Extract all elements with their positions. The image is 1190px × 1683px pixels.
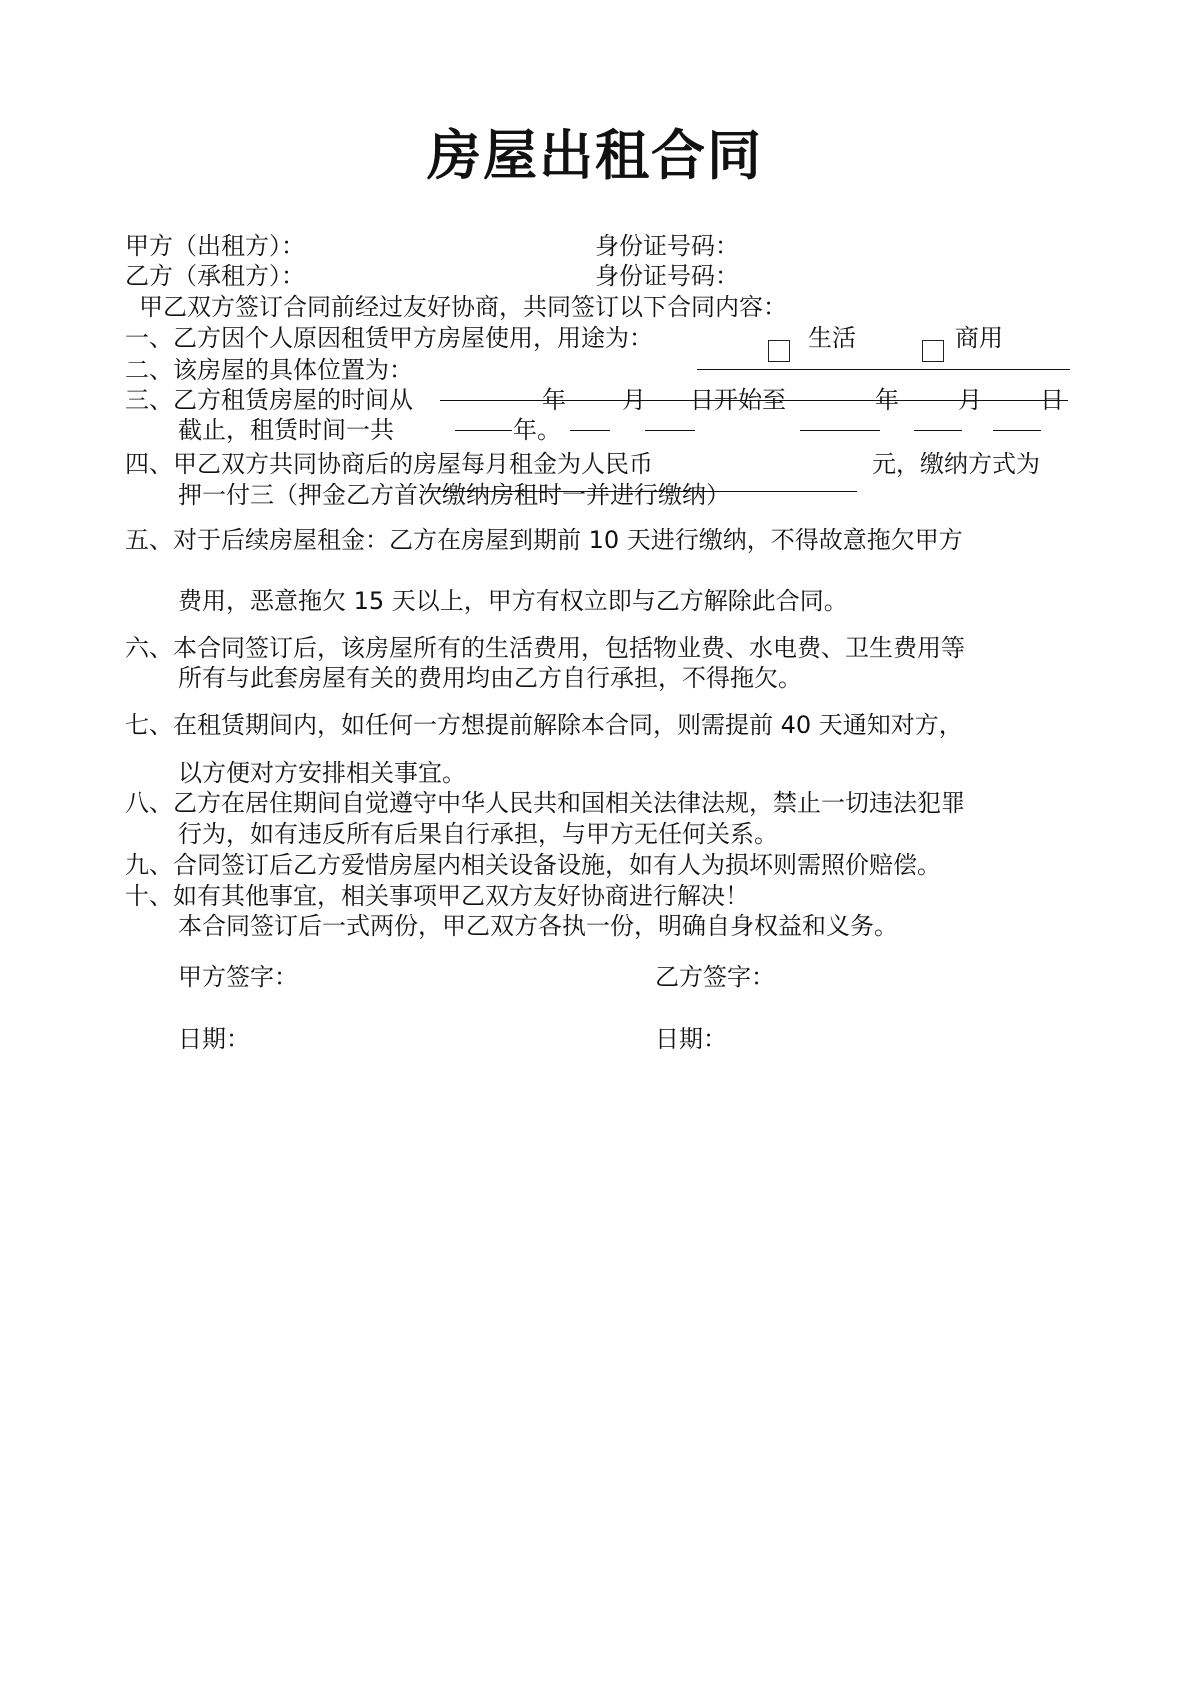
clause-7-line-2: 以方便对方安排相关事宜。 xyxy=(178,759,466,787)
end-month-text: 月 xyxy=(958,386,982,414)
closing-statement: 本合同签订后一式两份，甲乙双方各执一份，明确自身权益和义务。 xyxy=(178,912,898,940)
blank-line-1 xyxy=(570,430,610,431)
party-b-id-label: 身份证号码： xyxy=(595,262,739,290)
blank-line-2 xyxy=(645,430,695,431)
clause-9: 九、合同签订后乙方爱惜房屋内相关设备设施，如有人为损坏则需照价赔偿。 xyxy=(125,851,941,879)
page-title: 房屋出租合同 xyxy=(427,123,763,187)
party-b-label: 乙方（承租方）： xyxy=(125,262,305,290)
end-year-text: 年 xyxy=(875,386,899,414)
party-a-id-label: 身份证号码： xyxy=(595,232,739,260)
clause-3-line-2: 截止，租赁时间一共 xyxy=(178,416,394,444)
clause-3-prefix: 三、乙方租赁房屋的时间从 xyxy=(125,386,413,414)
party-b-date-label: 日期： xyxy=(655,1025,727,1053)
date-strike-line xyxy=(440,400,1068,401)
clause-10: 十、如有其他事宜，相关事项甲乙双方友好协商进行解决！ xyxy=(125,882,749,910)
term-year-text: 年。 xyxy=(513,416,561,444)
clause-5-line-1: 五、对于后续房屋租金：乙方在房屋到期前 10 天进行缴纳，不得故意拖欠甲方 xyxy=(125,526,963,554)
party-a-date-label: 日期： xyxy=(178,1025,250,1053)
deposit-strike-line xyxy=(420,491,857,492)
blank-line-3 xyxy=(800,430,880,431)
party-b-signature-label: 乙方签字： xyxy=(655,963,775,991)
clause-7-line-1: 七、在租赁期间内，如任何一方想提前解除本合同，则需提前 40 天通知对方， xyxy=(125,711,963,739)
clause-8-line-1: 八、乙方在居住期间自觉遵守中华人民共和国相关法律法规，禁止一切违法犯罪 xyxy=(125,789,965,817)
clause-1: 一、乙方因个人原因租赁甲方房屋使用，用途为： xyxy=(125,324,653,352)
purpose-commercial-checkbox[interactable] xyxy=(922,340,944,362)
blank-line-4 xyxy=(914,430,962,431)
blank-line-5 xyxy=(993,430,1041,431)
intro-text: 甲乙双方签订合同前经过友好协商，共同签订以下合同内容： xyxy=(139,293,787,321)
clause-4-line-2: 押一付三（押金乙方首次缴纳房租时一并进行缴纳） xyxy=(178,481,730,509)
start-day-text: 日开始至 xyxy=(690,386,786,414)
clause-2: 二、该房屋的具体位置为： xyxy=(125,356,413,384)
party-a-signature-label: 甲方签字： xyxy=(178,963,298,991)
start-year-text: 年 xyxy=(542,386,566,414)
start-month-text: 月 xyxy=(622,386,646,414)
clause-4-payment: 元，缴纳方式为 xyxy=(872,450,1040,478)
term-blank-line xyxy=(455,430,512,431)
location-blank-line xyxy=(697,369,1070,370)
clause-8-line-2: 行为，如有违反所有后果自行承担，与甲方无任何关系。 xyxy=(178,820,778,848)
purpose-living-label: 生活 xyxy=(808,324,856,352)
clause-6-line-1: 六、本合同签订后，该房屋所有的生活费用，包括物业费、水电费、卫生费用等 xyxy=(125,634,965,662)
clause-5-line-2: 费用，恶意拖欠 15 天以上，甲方有权立即与乙方解除此合同。 xyxy=(178,587,848,615)
end-day-text: 日 xyxy=(1040,386,1064,414)
purpose-living-checkbox[interactable] xyxy=(768,340,790,362)
clause-6-line-2: 所有与此套房屋有关的费用均由乙方自行承担，不得拖欠。 xyxy=(178,664,802,692)
clause-4-line-1: 四、甲乙双方共同协商后的房屋每月租金为人民币 xyxy=(125,450,653,478)
purpose-commercial-label: 商用 xyxy=(955,324,1003,352)
party-a-label: 甲方（出租方）： xyxy=(125,232,305,260)
